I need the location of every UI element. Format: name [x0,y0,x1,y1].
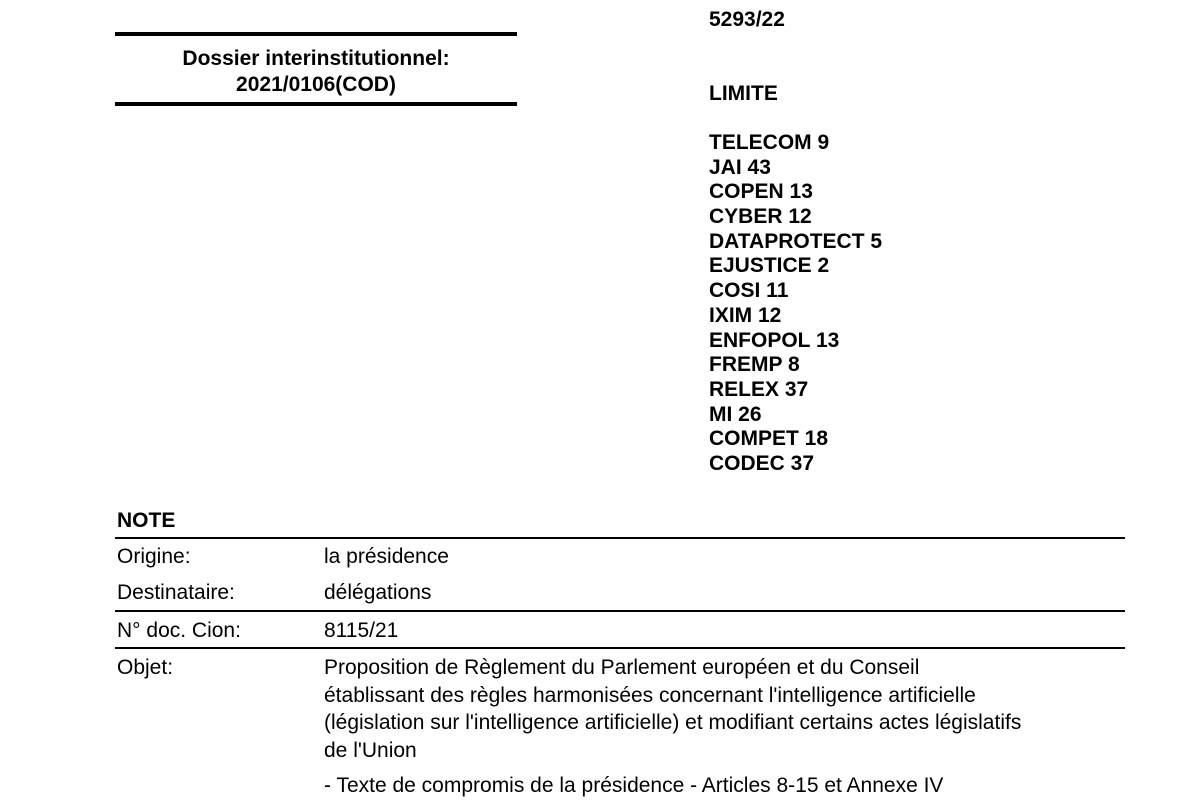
origin-label: Origine: [117,545,191,568]
dossier-number: 2021/0106(COD) [236,73,396,96]
subject-code: IXIM 12 [709,303,782,327]
origin-value: la présidence [324,545,449,568]
subject-code: COPEN 13 [709,180,813,204]
subject-code: MI 26 [709,402,762,426]
dossier-label: Dossier interinstitutionnel: [182,47,450,70]
subject-code: TELECOM 9 [709,131,830,154]
note-heading: NOTE [117,509,176,532]
subject-code: JAI 43 [709,155,771,179]
commission-doc-label: N° doc. Cion: [117,619,241,642]
subject-code: CODEC 37 [709,451,815,475]
object-subtitle: - Texte de compromis de la présidence - Articles 8-15 et Annexe IV [324,774,944,797]
subject-code: EJUSTICE 2 [709,254,830,278]
subject-code: FREMP 8 [709,353,800,377]
subject-code: CYBER 12 [709,205,812,229]
commission-doc-value: 8115/21 [324,619,399,642]
subject-code: DATAPROTECT 5 [709,229,883,253]
subject-code: COSI 11 [709,279,789,303]
divider [115,647,1125,649]
subject-codes-list [709,131,882,477]
object-line: (législation sur l'intelligence artificielle) et modifiant certains actes législatifs [324,711,1022,734]
divider [115,537,1125,539]
object-line: Proposition de Règlement du Parlement européen et du Conseil [324,656,920,679]
subject-code: COMPET 18 [709,427,829,451]
divider [115,610,1125,612]
object-line: de l'Union [324,738,417,762]
interinstitutional-dossier-box [115,32,517,106]
object-label: Objet: [117,656,174,679]
document-number: 5293/22 [709,8,785,31]
classification-label: LIMITE [709,82,778,105]
subject-code: RELEX 37 [709,377,809,401]
subject-code: ENFOPOL 13 [709,328,840,352]
object-text [324,654,1144,764]
object-line: établissant des règles harmonisées concernant l'intelligence artificielle [324,683,976,707]
recipient-label: Destinataire: [117,581,235,604]
recipient-value: délégations [324,581,432,604]
